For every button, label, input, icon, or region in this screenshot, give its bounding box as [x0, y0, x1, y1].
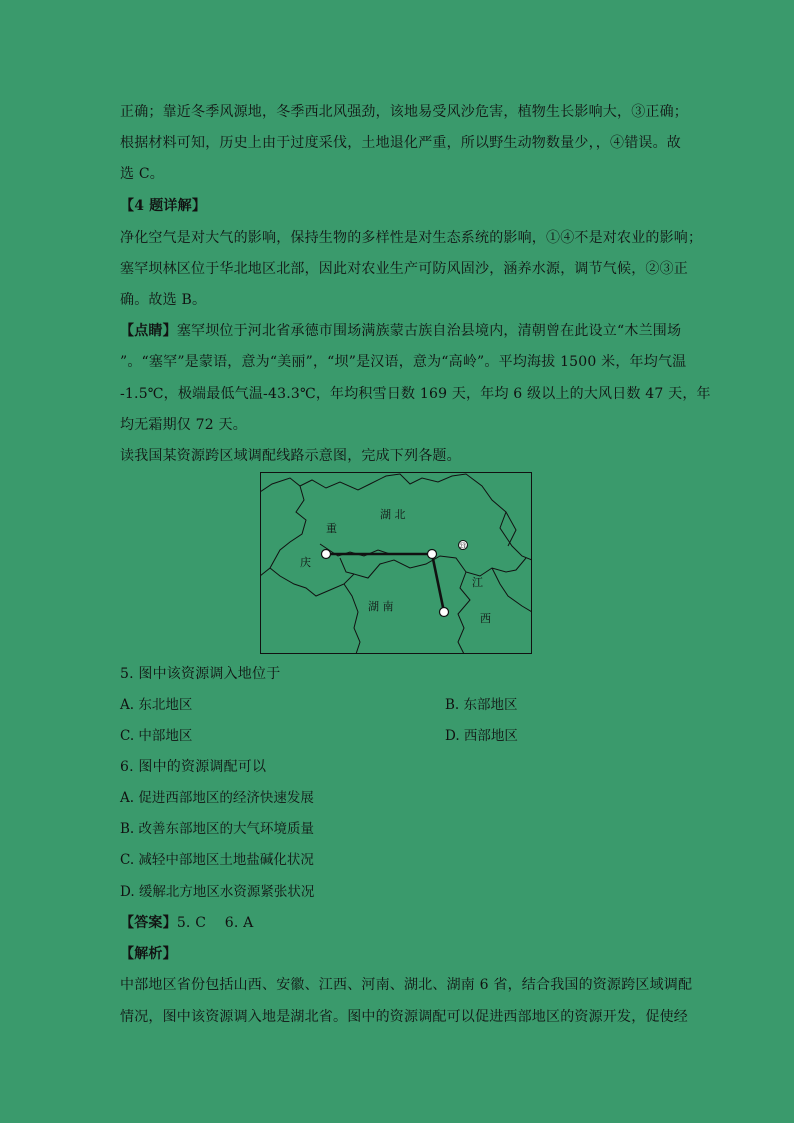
map-label-jiang: 江: [472, 576, 483, 589]
map-label-chong: 重: [326, 522, 337, 535]
comment-line: [120, 321, 680, 341]
map-label-hubei: 湖 北: [380, 508, 406, 521]
q6-option-d[interactable]: D. 缓解北方地区水资源紧张状况: [120, 884, 315, 900]
q5-option-b[interactable]: B. 东部地区: [445, 697, 518, 713]
answer-line: [120, 913, 680, 933]
q5-option-a[interactable]: A. 东北地区: [120, 697, 193, 713]
paragraph-line: 塞罕坝林区位于华北地区北部，因此对农业生产可防风固沙，涵养水源，调节气候，②③正: [120, 261, 688, 277]
junction-point: [428, 550, 437, 559]
paragraph-line: 中部地区省份包括山西、安徽、江西、河南、湖北、湖南 6 省，结合我国的资源跨区域调配: [120, 977, 693, 993]
q5-option-d[interactable]: D. 西部地区: [445, 728, 518, 744]
destination-point: [440, 608, 449, 617]
paragraph-line: 情况，图中该资源调入地是湖北省。图中的资源调配可以促进西部地区的资源开发，促使经: [120, 1009, 688, 1025]
marker-label: ㉓: [458, 542, 467, 551]
q6-option-b[interactable]: B. 改善东部地区的大气环境质量: [120, 821, 315, 837]
q5-stem: 5. 图中该资源调入地位于: [120, 666, 281, 682]
q6-option-a[interactable]: A. 促进西部地区的经济快速发展: [120, 790, 314, 806]
paragraph-line: 选 C。: [120, 166, 164, 182]
source-point: [322, 550, 331, 559]
resource-route-map: [260, 472, 532, 654]
analysis-label: 【解析】: [120, 946, 177, 962]
paragraph-line: -1.5℃，极端最低气温-43.3℃，年均积雪日数 169 天，年均 6 级以上的大风日数 47 天，年: [120, 386, 711, 402]
q5-option-c[interactable]: C. 中部地区: [120, 728, 193, 744]
answer-text: 5. C 6. A: [176, 915, 254, 931]
comment-label: 【点睛】: [120, 323, 177, 339]
paragraph-line: ”。“塞罕”是蒙语，意为“美丽”，“坝”是汉语，意为“高岭”。平均海拔 1500 米，年均气温: [120, 354, 687, 370]
paragraph-line: 确。故选 B。: [120, 292, 207, 308]
intro-text: 读我国某资源跨区域调配线路示意图，完成下列各题。: [120, 448, 461, 464]
map-label-hunan: 湖 南: [368, 600, 394, 613]
q4-heading: 【4 题详解】: [120, 198, 207, 214]
comment-text: 塞罕坝位于河北省承德市围场满族蒙古族自治县境内，清朝曾在此设立“木兰围场: [176, 323, 682, 339]
paragraph-line: 根据材料可知，历史上由于过度采伐，土地退化严重，所以野生动物数量少，，④错误。故: [120, 135, 681, 151]
map-label-xi: 西: [480, 612, 491, 625]
paragraph-line: 均无霜期仅 72 天。: [120, 417, 247, 433]
answer-label: 【答案】: [120, 915, 177, 931]
q6-stem: 6. 图中的资源调配可以: [120, 759, 267, 775]
paragraph-line: 净化空气是对大气的影响，保持生物的多样性是对生态系统的影响，①④不是对农业的影响；: [120, 230, 703, 246]
q6-option-c[interactable]: C. 减轻中部地区土地盐碱化状况: [120, 852, 314, 868]
map-label-qing: 庆: [300, 556, 311, 569]
paragraph-line: 正确；靠近冬季风源地，冬季西北风强劲，该地易受风沙危害，植物生长影响大，③正确；: [120, 104, 688, 120]
